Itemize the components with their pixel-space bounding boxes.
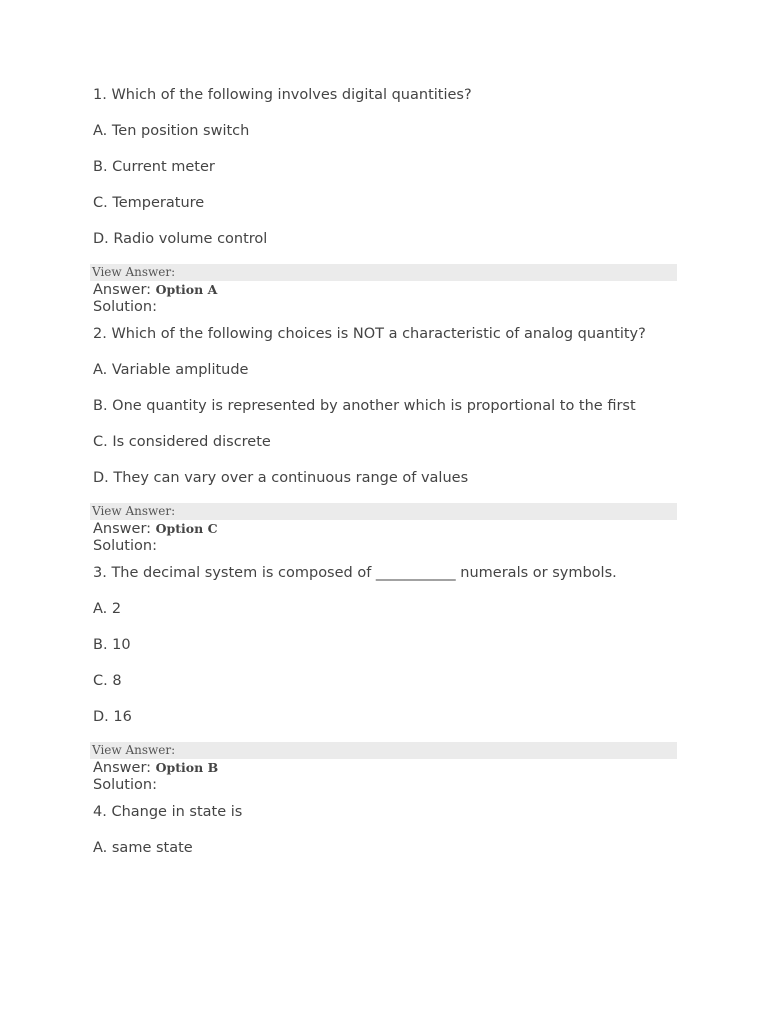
question-text: 3. The decimal system is composed of ___________ numerals or symbols. [93,565,617,581]
option-a: A. 2 [93,601,122,617]
option-c: C. 8 [93,673,122,689]
option-b: B. One quantity is represented by another which is proportional to the first [93,398,636,414]
question-block-2 [93,326,677,555]
option-c: C. Temperature [93,195,205,211]
solution-label: Solution: [93,538,157,554]
question-text: 1. Which of the following involves digital quantities? [93,87,472,103]
question-text: 2. Which of the following choices is NOT a characteristic of analog quantity? [93,326,646,342]
answer-line [93,520,677,538]
solution-label: Solution: [93,299,157,315]
answer-line [93,759,677,777]
answer-label: Answer: [93,760,152,776]
option-a: A. Ten position switch [93,123,250,139]
option-a: A. Variable amplitude [93,362,249,378]
view-answer-bar[interactable]: View Answer: [90,503,677,520]
answer-value: Option B [155,760,219,775]
question-block-3 [93,565,677,794]
answer-line [93,281,677,299]
option-b: B. 10 [93,637,131,653]
question-block-4 [93,804,677,857]
question-block-1 [93,87,677,316]
solution-label: Solution: [93,777,157,793]
answer-label: Answer: [93,521,152,537]
view-answer-bar[interactable]: View Answer: [90,742,677,759]
option-d: D. Radio volume control [93,231,268,247]
question-text: 4. Change in state is [93,804,243,820]
view-answer-bar[interactable]: View Answer: [90,264,677,281]
answer-value: Option A [155,282,218,297]
option-a: A. same state [93,840,193,856]
option-d: D. They can vary over a continuous range of values [93,470,469,486]
quiz-content [93,87,677,876]
option-b: B. Current meter [93,159,215,175]
answer-label: Answer: [93,282,152,298]
option-c: C. Is considered discrete [93,434,271,450]
answer-value: Option C [155,521,218,536]
option-d: D. 16 [93,709,132,725]
